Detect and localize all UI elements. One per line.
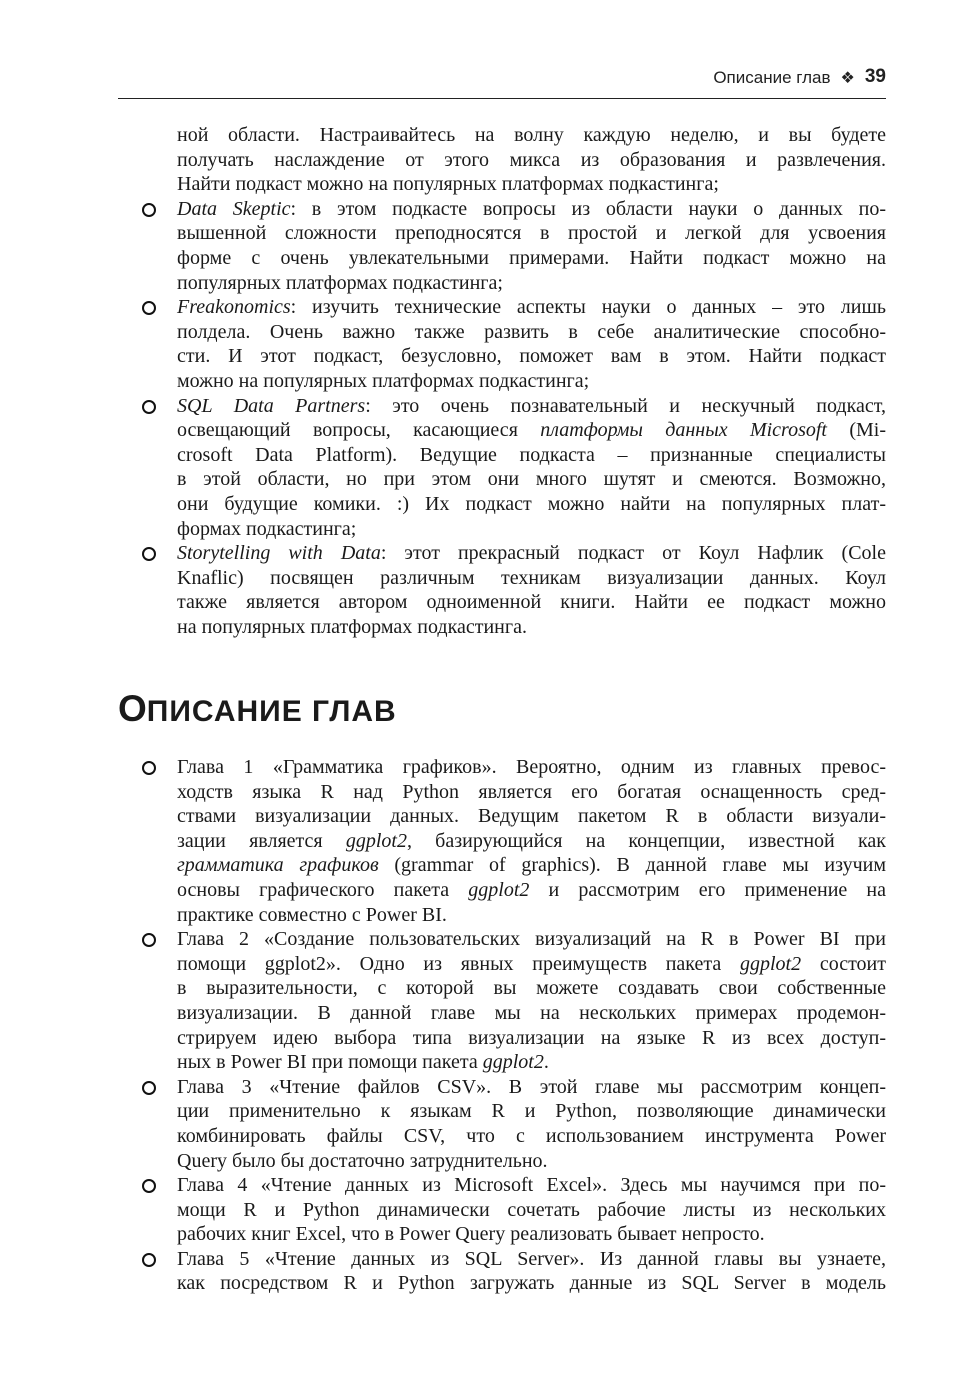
- text-line: ходств языка R над Python является его богатая оснащенность сред-: [177, 780, 886, 803]
- text-line: получать наслаждение от этого микса из образования и развлечения.: [177, 148, 886, 171]
- text-line: Глава 3 «Чтение файлов CSV». В этой главе мы рассмотрим концеп-: [177, 1075, 886, 1098]
- chapter-list: [142, 755, 886, 1296]
- podcast-name: SQL Data Partners: [177, 394, 366, 417]
- text-line: Глава 2 «Создание пользовательских визуализаций на R в Power BI при: [177, 928, 886, 951]
- text-line: основы графического пакета ggplot2 и рассмотрим его применение на: [177, 878, 886, 901]
- text-line: Глава 1 «Грамматика графиков». Вероятно, одним из главных превос-: [177, 756, 886, 778]
- list-item-chapter-1: [142, 755, 886, 927]
- list-item-data-skeptic: [142, 197, 886, 295]
- text-line: Storytelling with Data: этот прекрасный подкаст от Коул Нафлик (Cole: [177, 542, 886, 565]
- bullet-icon: [142, 1081, 156, 1095]
- text-line: популярных платформах подкастинга;: [177, 271, 503, 294]
- bullet-icon: [142, 203, 156, 217]
- bullet-icon: [142, 933, 156, 947]
- text-line: Knaflic) посвящен различным техникам визуализации данных. Коул: [177, 566, 886, 589]
- text-line: формах подкастинга;: [177, 517, 357, 540]
- bullet-icon: [142, 400, 156, 414]
- bullet-icon: [142, 1179, 156, 1193]
- podcast-name: Freakonomics: [177, 296, 291, 319]
- text-line: помощи ggplot2». Одно из явных преимуществ пакета ggplot2 состоит: [177, 952, 886, 975]
- text-line: Data Skeptic: в этом подкасте вопросы из области науки о данных по-: [177, 197, 886, 220]
- text-line: Глава 5 «Чтение данных из SQL Server». Из данной главы вы узнаете,: [177, 1247, 886, 1270]
- text-line: грамматика графиков (grammar of graphics). В данной главе мы изучим: [177, 854, 886, 877]
- list-item-chapter-3: [142, 1075, 886, 1173]
- running-header: [118, 68, 886, 99]
- bullet-icon: [142, 1253, 156, 1267]
- page-number: 39: [864, 66, 886, 87]
- text-line: полдела. Очень важно также развить в себе аналитические способно-: [177, 320, 886, 343]
- bullet-icon: [142, 301, 156, 315]
- text-line: можно на популярных платформах подкастинга;: [177, 369, 590, 392]
- text-line: ной области. Настраивайтесь на волну каждую неделю, и вы будете: [177, 124, 886, 146]
- text-line: crosoft Data Platform). Ведущие подкаста – признанные специалисты: [177, 443, 886, 466]
- list-item-continuation: [142, 123, 886, 197]
- text-line: как посредством R и Python загружать данные из SQL Server в модель: [177, 1272, 886, 1295]
- list-item-chapter-4: [142, 1173, 886, 1247]
- text-line: в этой области, но при этом они много шутят и смеются. Возможно,: [177, 468, 886, 491]
- list-item-freakonomics: [142, 295, 886, 393]
- text-line: также является автором одноименной книги. Найти ее подкаст можно: [177, 591, 886, 614]
- text-line: вышенной сложности преподносятся в простой и легкой для усвоения: [177, 222, 886, 245]
- text-line: комбинировать файлы CSV, что с использованием инструмента Power: [177, 1124, 886, 1147]
- text-line: Freakonomics: изучить технические аспекты науки о данных – это лишь: [177, 296, 886, 319]
- text-line: мощи R и Python динамически сочетать рабочие листы из нескольких: [177, 1198, 886, 1221]
- ornament-icon: ❖: [840, 70, 855, 87]
- text-line: рабочих книг Excel, что в Power Query реализовать бывает непросто.: [177, 1223, 765, 1246]
- text-line: Query было бы достаточно затруднительно.: [177, 1149, 548, 1172]
- text-line: на популярных платформах подкастинга.: [177, 615, 527, 638]
- bullet-icon: [142, 761, 156, 775]
- list-item-chapter-2: [142, 927, 886, 1075]
- text-line: ных в Power BI при помощи пакета ggplot2.: [177, 1051, 549, 1074]
- text-line: сти. И этот подкаст, безусловно, поможет вам в этом. Найти подкаст: [177, 345, 886, 368]
- text-line: SQL Data Partners: это очень познавательный и нескучный подкаст,: [177, 394, 886, 417]
- list-item-sql-data-partners: [142, 394, 886, 542]
- text-line: стрируем идею выбора типа визуализации на языке R из всех доступ-: [177, 1026, 886, 1049]
- section-title: ОПИСАНИЕ ГЛАВ: [118, 688, 397, 729]
- text-line: они будущие комики. :) Их подкаст можно найти на популярных плат-: [177, 492, 886, 515]
- text-line: практике совместно с Power BI.: [177, 903, 447, 926]
- text-line: ции применительно к языкам R и Python, позволяющие динамически: [177, 1100, 886, 1123]
- list-item-storytelling-with-data: [142, 541, 886, 639]
- text-line: визуализации. В данной главе мы на нескольких примерах продемон-: [177, 1001, 886, 1024]
- podcast-name: Data Skeptic: [177, 197, 291, 220]
- text-line: зации является ggplot2, базирующийся на концепции, известной как: [177, 829, 886, 852]
- text-line: в выразительности, с которой вы можете создавать свои собственные: [177, 977, 886, 1000]
- text-line: освещающий вопросы, касающиеся платформы данных Microsoft (Mi-: [177, 419, 886, 442]
- running-header-title: Описание глав: [713, 68, 831, 87]
- text-line: Найти подкаст можно на популярных платформах подкастинга;: [177, 173, 719, 196]
- bullet-icon: [142, 547, 156, 561]
- podcast-list: [142, 123, 886, 639]
- text-line: ствами визуализации данных. Ведущим пакетом R в области визуали-: [177, 805, 886, 828]
- list-item-chapter-5: [142, 1247, 886, 1296]
- text-line: Глава 4 «Чтение данных из Microsoft Excel». Здесь мы научимся при по-: [177, 1174, 886, 1197]
- text-line: форме с очень увлекательными примерами. Найти подкаст можно на: [177, 246, 886, 269]
- podcast-name: Storytelling with Data: [177, 542, 381, 565]
